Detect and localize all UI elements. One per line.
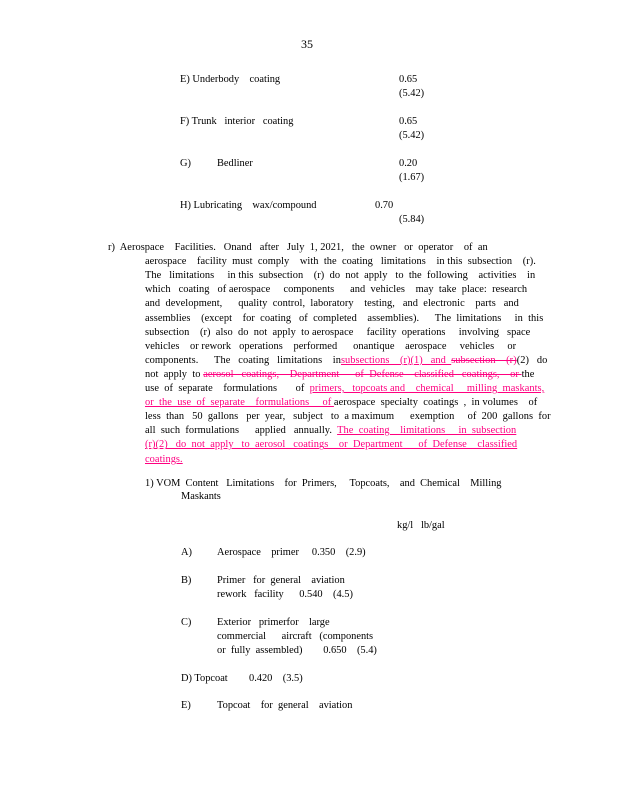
section-r-line [145, 397, 537, 408]
coating-lb-trunk: (5.42) [399, 130, 425, 141]
section-r-line [145, 298, 519, 309]
coating-label-underbody: E) Underbody coating [180, 74, 281, 85]
coating-kg-underbody: 0.65 [399, 74, 418, 85]
line-text: use of separate formulations of [145, 383, 310, 394]
section-r-line [145, 425, 516, 436]
inserted-text: primers, topcoats and chemical milling maskants, [309, 383, 545, 394]
section-r-line [145, 383, 544, 394]
inserted-text: or the use of separate formulations of [145, 397, 334, 409]
coating-lb-lubricating: (5.84) [399, 214, 425, 225]
section-r-line [145, 327, 530, 338]
item-line-c-3: or fully assembled) 0.650 (5.4) [217, 645, 377, 656]
coating-lb-bedliner: (1.67) [399, 172, 425, 183]
section-r-line [145, 369, 534, 380]
line-text: aerospace facility must comply with the coating limitations in this subsection (r). [145, 256, 536, 268]
coating-label-bedliner: Bedliner [217, 158, 253, 169]
deleted-text: aerosol coatings, Department of Defense classified coatings, or [203, 368, 522, 380]
inserted-text: subsections (r)(1) and [340, 354, 452, 366]
item-line-c-1: Exterior primerfor large [217, 617, 330, 628]
section-r-line [145, 439, 517, 450]
item-line-b-2: rework facility 0.540 (4.5) [217, 589, 353, 600]
line-text: which coating of aerospace components and vehicles may take place: research [145, 284, 528, 296]
item-letter-d: D) Topcoat [181, 673, 228, 684]
coating-kg-lubricating: 0.70 [375, 200, 394, 211]
item-line-c-2: commercial aircraft (components [217, 631, 374, 642]
subsection-1-heading: 1) VOM Content Limitations for Primers, Topcoats, and Chemical Milling [145, 478, 502, 489]
deleted-text: subsection (r) [451, 354, 517, 366]
section-r-line [145, 411, 551, 422]
item-letter-b: B) [181, 575, 192, 586]
inserted-text: (r)(2) do not apply to aerosol coatings or Department of Defense classified [145, 439, 518, 451]
section-r-line [145, 313, 543, 324]
section-r-line [108, 242, 488, 253]
units-header: kg/l lb/gal [397, 520, 445, 531]
item-line-d-1: 0.420 (3.5) [249, 673, 303, 684]
item-line-a-1: Aerospace primer 0.350 (2.9) [217, 547, 366, 558]
inserted-text: coatings. [145, 453, 183, 465]
line-text: less than 50 gallons per year, subject to a maximum exemption of 200 gallons for [145, 411, 551, 423]
line-text: components. The coating limitations in [145, 354, 341, 366]
item-letter-e: E) [181, 700, 191, 711]
line-text: all such formulations applied annually. [145, 425, 338, 437]
line-text: subsection (r) also do not apply to aerospace facility operations involving space [145, 326, 531, 338]
item-letter-c: C) [181, 617, 192, 628]
section-r-line [145, 341, 516, 352]
item-line-b-1: Primer for general aviation [217, 575, 345, 586]
section-r-line [145, 284, 527, 295]
line-text: (2) do [516, 354, 548, 366]
line-text: aerospace specialty coatings , in volumes of [333, 397, 538, 409]
line-text: not apply to [145, 368, 204, 380]
item-letter-a: A) [181, 547, 192, 558]
coating-kg-trunk: 0.65 [399, 116, 418, 127]
section-r-line [145, 270, 535, 281]
line-text: and development, quality control, laboratory testing, and electronic parts and [145, 298, 519, 310]
line-text: the [521, 368, 535, 380]
coating-label-lubricating: H) Lubricating wax/compound [180, 200, 317, 211]
coating-kg-bedliner: 0.20 [399, 158, 418, 169]
line-text: The limitations in this subsection (r) do not apply to the following activities in [145, 270, 536, 282]
coating-letter-bedliner: G) [180, 158, 191, 169]
line-text: r) Aerospace Facilities. Onand after July 1, 2021, the owner or operator of an [108, 242, 488, 253]
line-text: vehicles or rework operations performed onantique aerospace vehicles or [145, 340, 517, 352]
section-r-line [145, 355, 547, 366]
section-r-line [145, 454, 183, 465]
inserted-text: The coating limitations in subsection [337, 425, 517, 437]
item-line-e-1: Topcoat for general aviation [217, 700, 353, 711]
section-r-line [145, 256, 536, 267]
page-number: 35 [301, 37, 313, 51]
coating-lb-underbody: (5.42) [399, 88, 425, 99]
line-text: assemblies (except for coating of completed assemblies). The limitations in this [145, 312, 544, 324]
coating-label-trunk: F) Trunk interior coating [180, 116, 294, 127]
subsection-1-heading-cont: Maskants [181, 491, 221, 502]
